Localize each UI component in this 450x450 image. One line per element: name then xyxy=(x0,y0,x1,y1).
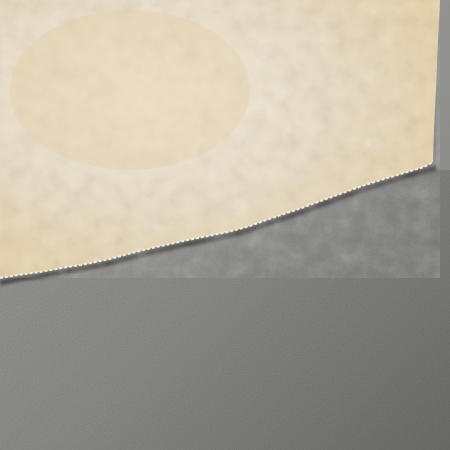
paper-warm-tint xyxy=(10,10,250,170)
